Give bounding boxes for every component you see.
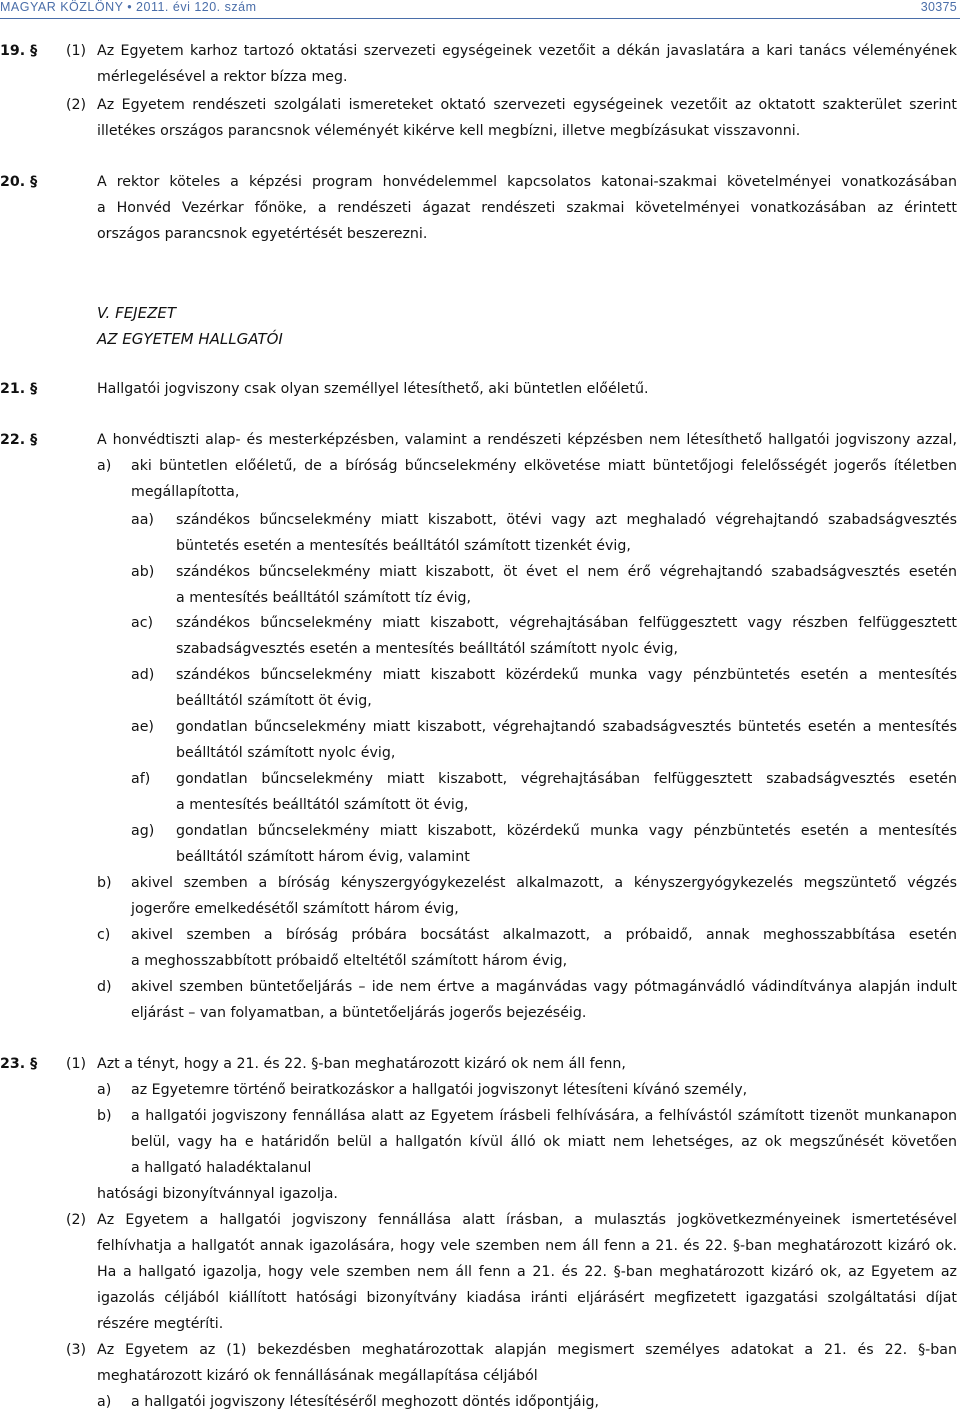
- item-label: a): [97, 458, 112, 474]
- section-21-text: Hallgatói jogviszony csak olyan személlyel létesíthető, aki büntetlen előéletű.: [97, 381, 649, 397]
- subitem-line: beálltától számított három évig, valamint: [176, 849, 470, 865]
- page-number: 30375: [920, 0, 957, 14]
- header-divider: [0, 18, 960, 19]
- section-19-para-2-line: illetékes országos parancsnok véleményét kikérve kell megbízni, illetve megbízásukat visszavonni.: [97, 123, 801, 139]
- section-20-line: A rektor köteles a képzési program honvédelemmel kapcsolatos katonai-szakmai követelményei vonatkozásában: [97, 174, 957, 190]
- item-label: c): [97, 927, 111, 943]
- section-23-para-2-line: felhívhatja a hallgatót annak igazolására, hogy vele szemben nem áll fenn a 21. és 22. §-ban meghatározott kizáró ok.: [97, 1238, 957, 1254]
- item-line: az Egyetemre történő beiratkozáskor a hallgatói jogviszonyt létesíteni kívánó személy,: [131, 1082, 748, 1098]
- section-23-para-2-label: (2): [66, 1212, 87, 1228]
- section-23-para-3-label: (3): [66, 1342, 87, 1358]
- subitem-line: szándékos bűncselekmény miatt kiszabott, végrehajtásában felfüggesztett vagy részben felfüggesztett: [176, 615, 957, 631]
- item-line: a hallgató haladéktalanul: [131, 1160, 312, 1176]
- item-line: belül, vagy ha e határidőn belül a hallgatón kívül álló ok miatt nem lehetséges, az ok megszűnését követően: [131, 1134, 957, 1150]
- section-20-line: országos parancsnok egyetértését beszerezni.: [97, 226, 428, 242]
- item-label: b): [97, 1108, 112, 1124]
- section-22-number: 22. §: [0, 432, 38, 448]
- chapter-title: AZ EGYETEM HALLGATÓI: [97, 330, 283, 348]
- subitem-label: ad): [131, 667, 155, 683]
- section-23-para-2-line: Az Egyetem a hallgatói jogviszony fennállása alatt írásban, a mulasztás jogkövetkezményeinek ismertetésével: [97, 1212, 957, 1228]
- subitem-label: ae): [131, 719, 154, 735]
- subitem-line: a mentesítés beálltától számított öt évig,: [176, 797, 469, 813]
- subitem-line: büntetés esetén a mentesítés beálltától számított tizenkét évig,: [176, 538, 631, 554]
- subitem-line: beálltától számított nyolc évig,: [176, 745, 396, 761]
- section-23-para-2-line: igazolás céljából kiállított hatósági bizonyítvány kiadása iránti eljárásért megfizetett igazgatási szolgáltatási díjat: [97, 1290, 957, 1306]
- subitem-label: ac): [131, 615, 154, 631]
- item-line: jogerőre emelkedésétől számított három évig,: [131, 901, 459, 917]
- section-19-para-2-line: Az Egyetem rendészeti szolgálati ismereteket oktató szervezeti egységeinek vezetőit az oktatott szakterület szerint: [97, 97, 957, 113]
- section-23-para-2-line: részére megtéríti.: [97, 1316, 224, 1332]
- section-23-para-3-line: Az Egyetem az (1) bekezdésben meghatározottak alapján megismert személyes adatokat a 21. és 22. §-ban: [97, 1342, 957, 1358]
- item-line: akivel szemben a bíróság kényszergyógykezelést alkalmazott, a kényszergyógykezelés megszüntető végzés: [131, 875, 957, 891]
- subitem-line: gondatlan bűncselekmény miatt kiszabott, végrehajtandó szabadságvesztés büntetés esetén a mentesítés: [176, 719, 957, 735]
- item-line: a hallgatói jogviszony létesítéséről meghozott döntés időpontjáig,: [131, 1394, 600, 1410]
- journal-title: MAGYAR KÖZLÖNY • 2011. évi 120. szám: [0, 0, 257, 14]
- item-line: akivel szemben büntetőeljárás – ide nem értve a magánvádas vagy pótmagánvádló vádindítványa alapján indult: [131, 979, 957, 995]
- subitem-line: szándékos bűncselekmény miatt kiszabott közérdekű munka vagy pénzbüntetés esetén a mentesítés: [176, 667, 957, 683]
- subitem-line: gondatlan bűncselekmény miatt kiszabott, közérdekű munka vagy pénzbüntetés esetén a mentesítés: [176, 823, 957, 839]
- item-label: a): [97, 1394, 112, 1410]
- subitem-line: a mentesítés beálltától számított tíz évig,: [176, 590, 472, 606]
- item-label: a): [97, 1082, 112, 1098]
- section-20-number: 20. §: [0, 174, 38, 190]
- section-20-line: a Honvéd Vezérkar főnöke, a rendészeti ágazat rendészeti szakmai követelményei vonatkozásában az érintett: [97, 200, 957, 216]
- chapter-number: V. FEJEZET: [97, 304, 176, 322]
- item-line: akivel szemben a bíróság próbára bocsátást alkalmazott, a próbaidő, annak meghosszabbítása esetén: [131, 927, 957, 943]
- section-19-para-2-label: (2): [66, 97, 87, 113]
- subitem-line: szabadságvesztés esetén a mentesítés beálltától számított nyolc évig,: [176, 641, 679, 657]
- section-22-intro: A honvédtiszti alap- és mesterképzésben, valamint a rendészeti képzésben nem létesíthető hallgatói jogviszony azzal,: [97, 432, 957, 448]
- section-23-para-1-line: Azt a tényt, hogy a 21. és 22. §-ban meghatározott kizáró ok nem áll fenn,: [97, 1056, 626, 1072]
- item-label: b): [97, 875, 112, 891]
- section-23-para-1-closing: hatósági bizonyítvánnyal igazolja.: [97, 1186, 338, 1202]
- subitem-label: aa): [131, 512, 154, 528]
- section-23-number: 23. §: [0, 1056, 38, 1072]
- subitem-line: szándékos bűncselekmény miatt kiszabott, ötévi vagy azt meghaladó végrehajtandó szabadságvesztés: [176, 512, 957, 528]
- item-label: d): [97, 979, 112, 995]
- section-19-number: 19. §: [0, 43, 38, 59]
- subitem-label: ag): [131, 823, 155, 839]
- item-line: megállapította,: [131, 484, 240, 500]
- subitem-label: af): [131, 771, 151, 787]
- section-19-para-1-line: Az Egyetem karhoz tartozó oktatási szervezeti egységeinek vezetőit a dékán javaslatára a kari tanács véleményének: [97, 43, 957, 59]
- subitem-line: szándékos bűncselekmény miatt kiszabott, öt évet el nem érő végrehajtandó szabadságvesztés esetén: [176, 564, 957, 580]
- section-19-para-1-line: mérlegelésével a rektor bízza meg.: [97, 69, 348, 85]
- section-23-para-2-line: Ha a hallgató igazolja, hogy vele szemben nem áll fenn a 21. és 22. §-ban meghatározott kizáró ok, az Egyetem az: [97, 1264, 957, 1280]
- subitem-line: gondatlan bűncselekmény miatt kiszabott, végrehajtásában felfüggesztett szabadságvesztés esetén: [176, 771, 957, 787]
- section-19-para-1-label: (1): [66, 43, 87, 59]
- item-line: aki büntetlen előéletű, de a bíróság bűncselekmény elkövetése miatt büntetőjogi felelősségét jogerős ítéletben: [131, 458, 957, 474]
- subitem-label: ab): [131, 564, 155, 580]
- page-header: [0, 0, 960, 18]
- item-line: a meghosszabbított próbaidő elteltétől számított három évig,: [131, 953, 568, 969]
- section-23-para-1-label: (1): [66, 1056, 87, 1072]
- section-21-number: 21. §: [0, 381, 38, 397]
- item-line: eljárást – van folyamatban, a büntetőeljárás jogerős bejezéséig.: [131, 1005, 587, 1021]
- item-line: a hallgatói jogviszony fennállása alatt az Egyetem írásbeli felhívására, a felhívástól számított tizenöt munkanapon: [131, 1108, 957, 1124]
- section-23-para-3-line: meghatározott kizáró ok fennállásának megállapítása céljából: [97, 1368, 538, 1384]
- subitem-line: beálltától számított öt évig,: [176, 693, 372, 709]
